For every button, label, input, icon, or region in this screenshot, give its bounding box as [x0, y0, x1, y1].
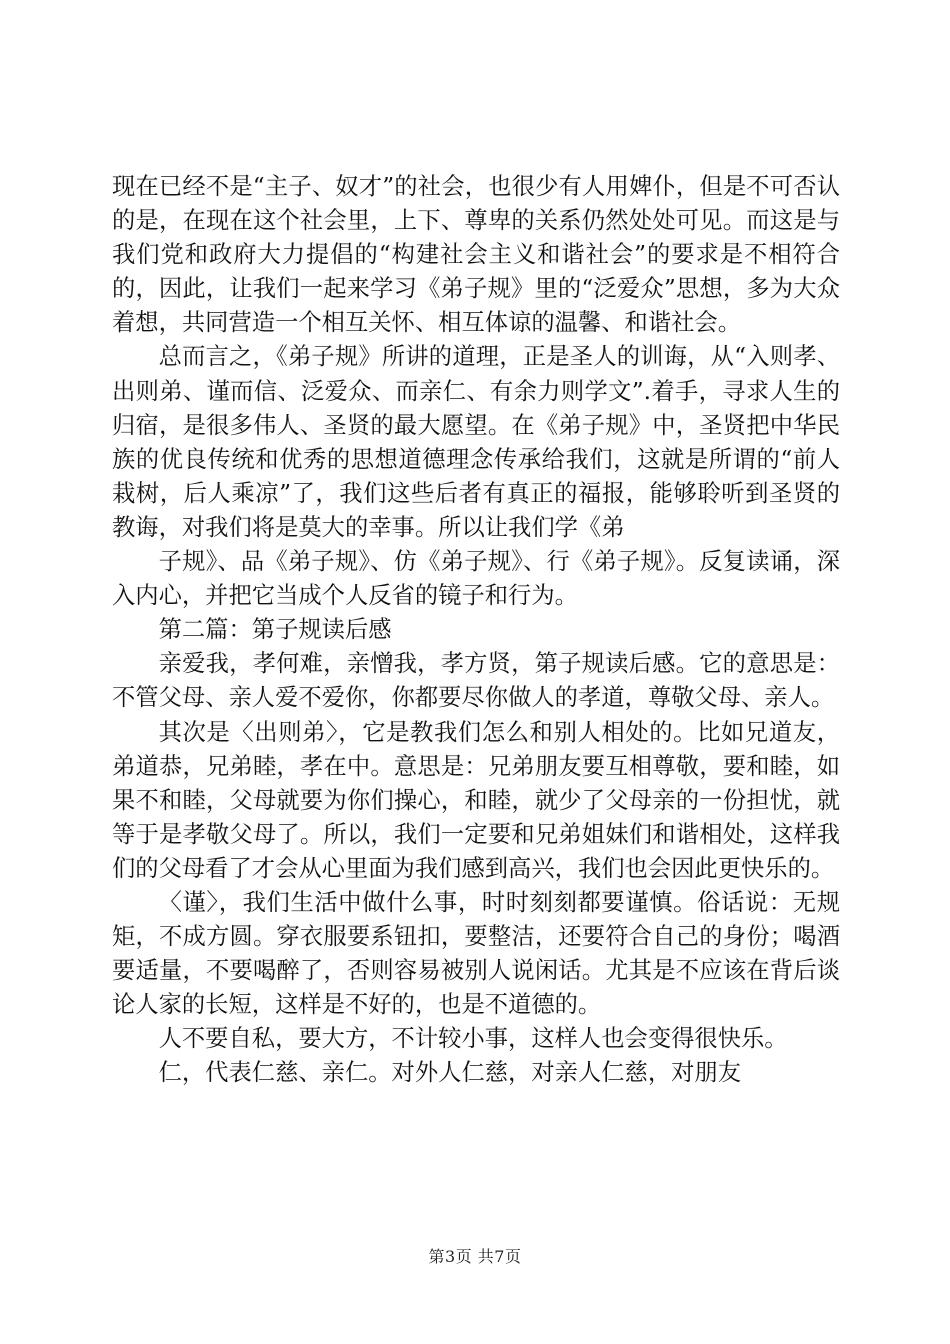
paragraph-1: 现在已经不是“主子、奴才”的社会，也很少有人用婢仆，但是不可否认的是，在现在这个社会里，上下、尊卑的关系仍然处处可见。而这是与我们党和政府大力提倡的“构建社会主义和谐社会”的要求是不相符合的，因此，让我们一起来学习《弟子规》里的“泛爱众”思想，多为大众着想，共同营造一个相互关怀、相互体谅的温馨、和谐社会。: [112, 173, 840, 337]
section-heading: 第二篇：第子规读后感: [158, 616, 392, 644]
paragraph-5: 其次是〈出则弟〉，它是教我们怎么和别人相处的。比如兄道友，弟道恭，兄弟睦，孝在中。意思是：兄弟朋友要互相尊敬，要和睦，如果不和睦，父母就要为你们操心，和睦，就少了父母亲的一份担忧，就等于是孝敬父母了。所以，我们一定要和兄弟姐妹们和谐相处，这样我们的父母看了才会从心里面为我们感到高兴，我们也会因此更快乐的。: [112, 718, 840, 882]
page-number-footer: 第3页 共7页: [428, 1247, 522, 1266]
document-body: [112, 170, 840, 1091]
paragraph-7: 人不要自私，要大方，不计较小事，这样人也会变得很快乐。: [158, 1025, 788, 1053]
paragraph-6: 〈谨〉，我们生活中做什么事，时时刻刻都要谨慎。俗话说：无规矩，不成方圆。穿衣服要系钮扣，要整洁，还要符合自己的身份；喝酒要适量，不要喝醉了，否则容易被别人说闲话。尤其是不应该在背后谈论人家的长短，这样是不好的，也是不道德的。: [112, 888, 840, 1019]
paragraph-8: 仁，代表仁慈、亲仁。对外人仁慈，对亲人仁慈，对朋友: [158, 1059, 742, 1087]
paragraph-3: 子规》、品《弟子规》、仿《弟子规》、行《弟子规》。反复读诵，深入内心，并把它当成个人反省的镜子和行为。: [112, 548, 840, 610]
paragraph-4: 亲爱我，孝何难，亲憎我，孝方贤，第子规读后感。它的意思是：不管父母、亲人爱不爱你，你都要尽你做人的孝道，尊敬父母、亲人。: [112, 650, 840, 712]
paragraph-2: 总而言之，《弟子规》所讲的道理，正是圣人的训诲，从“入则孝、出则弟、谨而信、泛爱众、而亲仁、有余力则学文”.着手，寻求人生的归宿，是很多伟人、圣贤的最大愿望。在《弟子规》中，圣贤把中华民族的优良传统和优秀的思想道德理念传承给我们，这就是所谓的“前人栽树，后人乘凉”了，我们这些后者有真正的福报，能够聆听到圣贤的教诲，对我们将是莫大的幸事。所以让我们学《弟: [112, 343, 840, 541]
